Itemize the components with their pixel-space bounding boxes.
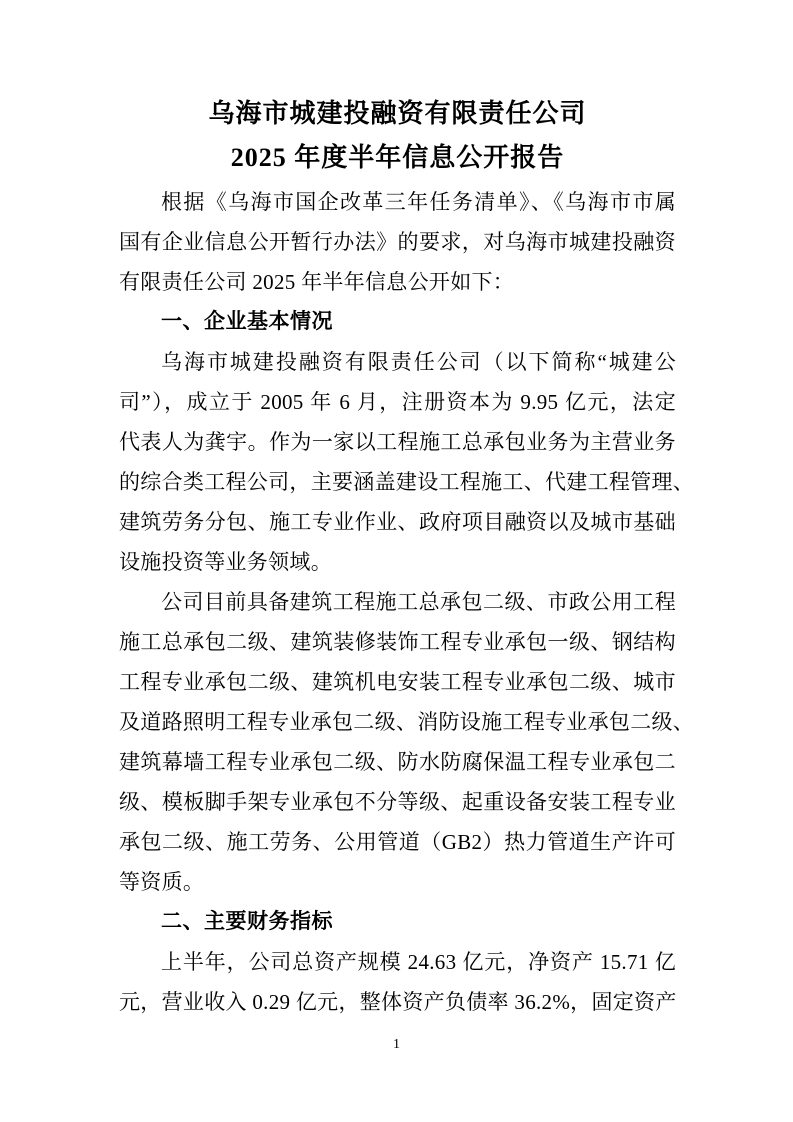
text-line: 上半年，公司总资产规模 24.63 亿元，净资产 15.71 亿 [161, 950, 676, 974]
document-title-line-1: 乌海市城建投融资有限责任公司 [208, 99, 587, 128]
text-line: 建筑幕墙工程专业承包二级、防水防腐保温工程专业承包二 [119, 750, 676, 774]
document-title-line-2: 2025 年度半年信息公开报告 [230, 143, 565, 172]
section-heading: 二、主要财务指标 [161, 910, 333, 933]
text-line: 施工总承包二级、建筑装修装饰工程专业承包一级、钢结构 [119, 630, 676, 654]
document-body [119, 182, 695, 1022]
text-line: 代表人为龚宇。作为一家以工程施工总承包业务为主营业务 [119, 430, 676, 454]
text-line: 国有企业信息公开暂行办法》的要求，对乌海市城建投融资 [119, 230, 676, 254]
text-line: 承包二级、施工劳务、公用管道（GB2）热力管道生产许可 [119, 830, 676, 854]
page-number: 1 [393, 1037, 400, 1052]
section-heading: 一、企业基本情况 [161, 310, 333, 333]
text-line: 元，营业收入 0.29 亿元，整体资产负债率 36.2%，固定资产 [119, 990, 677, 1014]
text-line: 的综合类工程公司，主要涵盖建设工程施工、代建工程管理、 [119, 470, 695, 494]
text-line: 及道路照明工程专业承包二级、消防设施工程专业承包二级、 [119, 710, 695, 734]
text-line: 等资质。 [119, 870, 205, 894]
text-line: 司”），成立于 2005 年 6 月，注册资本为 9.95 亿元，法定 [119, 390, 676, 414]
text-line: 根据《乌海市国企改革三年任务清单》、《乌海市市属 [161, 190, 676, 214]
text-line: 有限责任公司 2025 年半年信息公开如下： [119, 270, 515, 294]
document-content [119, 92, 695, 1022]
text-line: 公司目前具备建筑工程施工总承包二级、市政公用工程 [161, 590, 676, 614]
text-line: 建筑劳务分包、施工专业作业、政府项目融资以及城市基础 [119, 510, 676, 534]
text-line: 工程专业承包二级、建筑机电安装工程专业承包二级、城市 [119, 670, 676, 694]
text-line: 级、模板脚手架专业承包不分等级、起重设备安装工程专业 [119, 790, 676, 814]
text-line: 乌海市城建投融资有限责任公司（以下简称“城建公 [161, 350, 676, 374]
document-title [119, 92, 676, 180]
text-line: 设施投资等业务领域。 [119, 550, 332, 574]
